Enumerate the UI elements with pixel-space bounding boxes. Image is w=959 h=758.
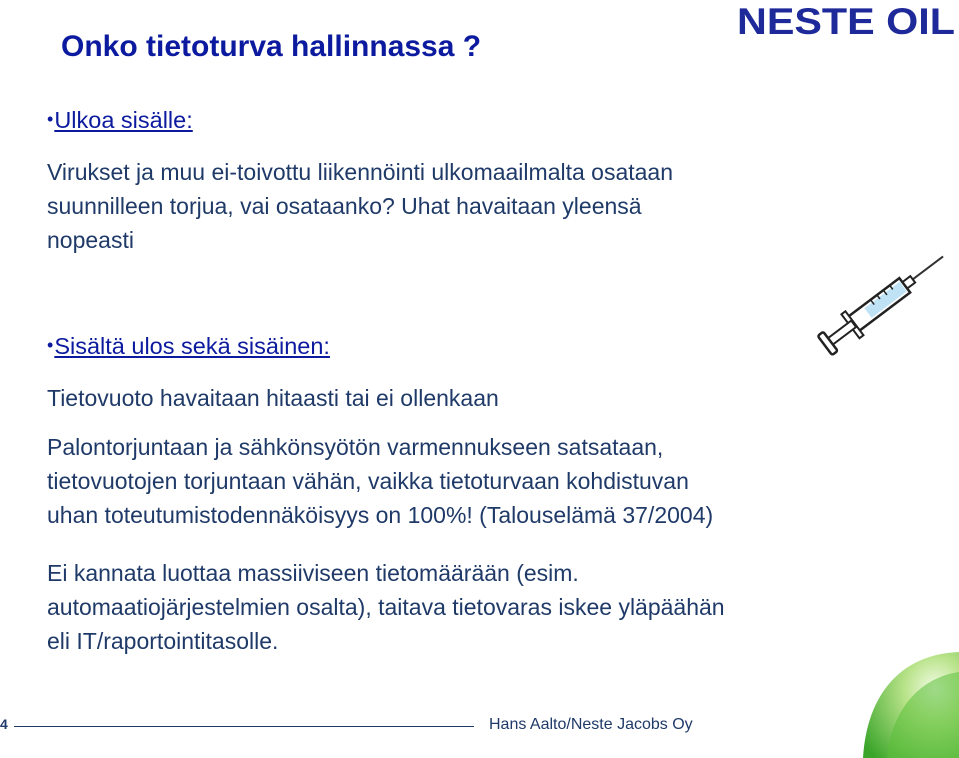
paragraph-leak	[47, 381, 499, 415]
neste-oil-logo	[737, 2, 955, 38]
text-line: Ei kannata luottaa massiiviseen tietomäärään (esim.	[47, 560, 579, 586]
footer-divider	[14, 726, 474, 727]
text-line: uhan toteutumistodennäköisyys on 100%! (Talouselämä 37/2004)	[47, 502, 714, 528]
text-line: tietovuotojen torjuntaan vähän, vaikka tietoturvaan kohdistuvan	[47, 468, 689, 494]
page-number: 4	[0, 716, 8, 732]
bullet-dot: •	[47, 335, 54, 355]
text-line: eli IT/raportointitasolle.	[47, 628, 279, 654]
paragraph-fire-protection	[47, 430, 713, 532]
green-corner-decoration	[863, 652, 959, 758]
text-line: Palontorjuntaan ja sähkönsyötön varmennukseen satsataan,	[47, 434, 664, 460]
text-line: nopeasti	[47, 227, 134, 253]
paragraph-viruses	[47, 155, 673, 257]
syringe-icon	[808, 250, 944, 364]
text-line: suunnilleen torjua, vai osataanko? Uhat havaitaan yleensä	[47, 193, 642, 219]
paragraph-massive-data	[47, 556, 725, 658]
bullet-dot: •	[47, 109, 54, 129]
bullet-inside-out	[47, 333, 330, 360]
footer-credit: Hans Aalto/Neste Jacobs Oy	[489, 716, 693, 733]
page-title: Onko tietoturva hallinnassa ?	[61, 30, 482, 63]
bullet-label-outside-in: Ulkoa sisälle:	[54, 107, 193, 133]
text-line: Virukset ja muu ei-toivottu liikennöinti ulkomaailmalta osataan	[47, 159, 674, 185]
text-line: automaatiojärjestelmien osalta), taitava tietovaras iskee yläpäähän	[47, 594, 725, 620]
bullet-label-inside-out: Sisältä ulos sekä sisäinen:	[54, 333, 330, 359]
bullet-outside-in	[47, 107, 193, 134]
text-line: Tietovuoto havaitaan hitaasti tai ei ollenkaan	[47, 385, 499, 411]
logo-text: NESTE OIL	[737, 2, 955, 38]
